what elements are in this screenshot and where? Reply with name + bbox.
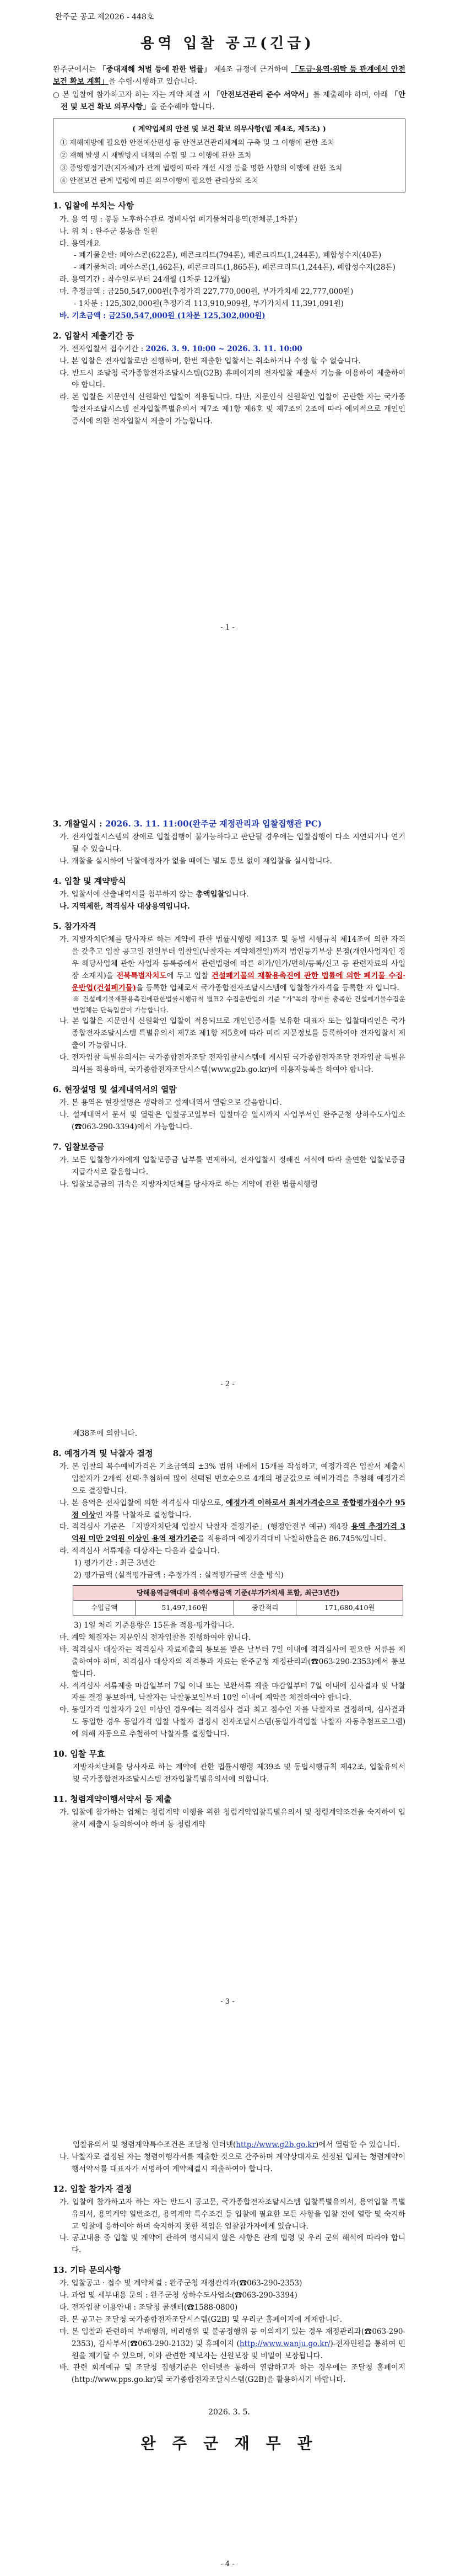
page-4-body — [53, 2139, 405, 2456]
section-7-item: 가. 모든 입찰참가자에게 입찰보증금 납부를 면제하되, 전자입찰시 정해진 서식에 따라 출연한 입찰보증금 지급각서로 갈음합니다. — [59, 1155, 405, 1177]
wanju-link[interactable]: http://www.wanju.go.kr/ — [239, 2339, 331, 2348]
notice-date: 2026. 3. 5. — [208, 2408, 250, 2417]
section-8-item: 바. 적격심사 대상자는 적격심사 자료제출의 통보를 받은 날부터 7일 이내에 적격심사에 필요한 서류를 제출하여야 하며, 적격심사 대상자의 적격통과 자료는 완주군청 재정관리과(☎063-290-2353)에서 통보합니다. — [59, 1645, 405, 1678]
section-4-item: 나. 지역제한, 적격심사 대상용역입니다. — [59, 902, 190, 911]
intro-paragraph: 완주군에서는 「중대재해 처벌 등에 관한 법률」 제4조 규정에 근거하여 「도급·용역·위탁 등 관계에서 안전보건 확보 계획」을 수립·시행하고 있습니다. — [53, 65, 405, 86]
section-13-title: 13. 기타 문의사항 — [53, 2265, 121, 2276]
contact-item: 마. 본 입찰과 관련하여 부패행위, 비리행위 및 불공정행위 등 이의제기 있는 경우 재정관리과(☎063-290-2353), 감사부서(☎063-290-2132) 및 휴폐이지 (http://www.wanju.go.kr/)-전자민원을 통하여 민원을 제기할 수 있으며, 이와 관련한 제보자는 신원보장 및 비밀이 보장됩니다. — [59, 2327, 406, 2360]
section-12-item: 가. 입찰에 참가하고자 하는 자는 반드시 공고문, 국가종합전자조달시스템 입찰특별유의서, 용역입찰 특별유의서, 용역계약 일반조건, 용역계약 특수조건 등 입찰에 필요한 모든 사항을 입찰 전에 열람 및 숙지하고 입찰에 응하여야 하며 숙지하지 못한 책임은 입찰참가자에게 있습니다. — [59, 2197, 405, 2231]
section-8-item: 사. 적격심사 서류제출 마감일부터 7일 이내 또는 보완서류 제출 마감일부터 7일 이내에 심사결과 및 낙찰자를 결정 통보하며, 낙찰자는 낙찰통보일부터 10일 이내에 계약을 체결하여야 합니다. — [59, 1681, 405, 1703]
contact-item: 다. 전자입찰 이용안내 : 조달청 콜센터(☎1588-0800) — [59, 2303, 238, 2312]
section-7-continued: 제38조에 의합니다. — [73, 1429, 138, 1438]
section-3-item: 나. 개찰을 실시하여 낙찰예정자가 없을 때에는 별도 통보 없이 재입찰을 실시합니다. — [59, 857, 332, 866]
section-3-title: 3. 개찰일시 : 2026. 3. 11. 11:00(완주군 재정관리과 입찰집행관 PC) — [53, 819, 322, 829]
section-2-title: 2. 입찰서 제출기간 등 — [53, 330, 134, 341]
page-2-body — [53, 811, 405, 1190]
document-id: 완주군 공고 제2026 - 448호 — [55, 13, 154, 22]
section-1-item: 마. 추정금액 : 금250,547,000원(추정가격 227,770,000원, 부가가치세 22,777,000원) — [59, 287, 354, 296]
page-title: 용역 입찰 공고(긴급) — [140, 35, 315, 52]
section-12-item: 나. 공고내용 중 입찰 및 계약에 관하여 명시되지 않은 사항은 관계 법령 및 우리 군의 해석에 따라야 합니다. — [59, 2234, 405, 2255]
page-1 — [0, 0, 455, 640]
g2b-link[interactable]: http://www.g2b.go.kr — [236, 2140, 316, 2149]
section-1-subitem: - 폐기물운반: 폐아스콘(622톤), 폐콘크리트(794톤), 폐콘크리트(1,244톤), 폐합성수지(40톤) — [74, 251, 382, 260]
page-number: - 2 - — [220, 1380, 235, 1388]
section-6-title: 6. 현장설명 및 설계내역서의 열람 — [53, 1084, 177, 1094]
page-3 — [0, 1428, 455, 2012]
section-1-item: 다. 용역개요 — [59, 239, 100, 248]
section-11-item: 나. 낙찰자로 결정된 자는 청렴이행각서를 제출한 것으로 간주하며 계약상대자로 선정된 업체는 청렴계약이행서약서를 대표자가 서명하여 계약체결시 제출하여야 합니다. — [59, 2152, 405, 2174]
obligation-item: ③ 중앙행정기관(지자체)가 관계 법령에 따라 개선 시정 등을 명한 사항의 이행에 관한 조치 — [60, 164, 343, 173]
contact-item: 라. 본 공고는 조달청 국가종합전자조달시스템(G2B) 및 우리군 홈페이지에 게재합니다. — [59, 2315, 343, 2325]
table-cell: 51,497,160원 — [136, 1601, 234, 1616]
section-1-item: 라. 용역기간 : 착수일로부터 24개월 (1차분 12개월) — [59, 275, 230, 285]
section-12-title: 12. 입찰 참가자 결정 — [53, 2183, 132, 2194]
signature: 완 주 군 재 무 관 — [140, 2434, 318, 2452]
section-2-item: 나. 본 입찰은 전자입찰로만 진행하며, 한번 제출한 입찰서는 취소하거나 수정 할 수 없습니다. — [59, 356, 361, 366]
section-11-item: 가. 입찰에 참가하는 업체는 청렴계약 이행을 위한 청렴계약입찰특별유의서 및 청렴계약조건을 숙지하여 입찰서 제출시 동의하여야 하며 동 청렴계약 — [59, 1808, 405, 1829]
section-4-title: 4. 입찰 및 계약방식 — [53, 876, 126, 886]
table-cell: 중간적리 — [234, 1601, 296, 1616]
section-8-title: 8. 예정가격 및 낙찰자 결정 — [53, 1448, 153, 1458]
section-1-subitem: - 1차분 : 125,302,000원(추정가격 113,910,909원, 부가가치세 11,391,091원) — [74, 299, 344, 308]
section-8-item: 마. 계약 체결자는 지문인식 전자입찰을 진행하여야 합니다. — [59, 1633, 251, 1643]
section-2-item: 다. 반드시 조달청 국가종합전자조달시스템(G2B) 휴폐이지의 전자입찰 제출서 기능을 이용하여 제출하여야 합니다. — [59, 368, 405, 390]
table-cell: 수입금액 — [73, 1601, 136, 1616]
obligation-item: ④ 안전보건 관계 법령에 따른 의무이행에 필요한 관리상의 조치 — [60, 176, 259, 185]
page-3-body — [53, 1428, 405, 1831]
intro-notice: ○ 본 입찰에 참가하고자 하는 자는 계약 체결 시 「안전보건관리 준수 서약서」를 제출해야 하며, 아래 「안전 및 보건 확보 의무사항」을 준수해야 합니다. — [53, 90, 406, 111]
obligation-item: ② 재해 발생 시 재발방지 대책의 수립 및 그 이행에 관한 조치 — [60, 152, 252, 160]
section-8-item: 다. 적격심사 기준은 「지방자치단체 입찰시 낙찰자 결정기준」(행정안전부 예규) 제4장 용역 추정가격 3억원 미만 2억원 이상인 용역 평가기준을 적용하며 예정가격대비 낙찰하한율은 86.745%입니다. — [59, 1522, 406, 1544]
table-cell: 171,680,410원 — [296, 1601, 403, 1616]
section-7-title: 7. 입찰보증금 — [53, 1141, 105, 1152]
section-2-item: 라. 본 입찰은 지문인식 신원확인 입찰이 적용됩니다. 다만, 지문인식 신원확인 입찰이 곤란한 자는 국가종합전자조달시스템 전자입찰특별유의서 제7조 제1항 제6호 및 제7조의 2조에 따라 예외적으로 개인인증서에 의한 전자입찰서 제출이 가능합니다. — [59, 393, 405, 426]
submission-period: 가. 전자입찰서 접수기간 : 2026. 3. 9. 10:00 ~ 2026. 3. 11. 10:00 — [59, 344, 302, 353]
obligation-item: ① 재해예방에 필요한 안전예산편성 등 안전보건관리체계의 구축 및 그 이행에 관한 조치 — [60, 139, 334, 148]
contact-item: 나. 과업 및 세부내용 문의 : 완주군청 상하수도사업소(☎063-290-3394) — [59, 2291, 297, 2300]
page-number: - 4 - — [220, 2560, 235, 2568]
page-2 — [0, 811, 455, 1395]
section-8-subitem: 3) 1일 처리 기준용량은 15톤을 적용·평가합니다. — [74, 1621, 235, 1630]
section-8-subitem: 2) 평가금액 (실적평가금액 : 추정가격 : 실적평가금액 산출 방식) — [74, 1570, 284, 1580]
qualification-item: 가. 지방자치단체를 당사자로 하는 계약에 관한 법률시행령 제13조 및 동법 시행규칙 제14조에 의한 자격을 갖추고 입찰 공고일 전일부터 입찰일(낙찰자는 계약체결일)까지 법인등기부상 본점(개인사업자인 경우 해당사업체 관한 사업자 등록증에서 관련법령에 따른 허가/인가/면허/등록/신고 등 관련자료의 사업장 소재지)을 전북특별자치도에 두고 입찰 건설폐기물의 재활용촉진에 관한 법률에 의한 폐기물 수집·운반업(건설폐기물)을 등록한 업체로서 국가종합전자조달시스템에 입찰참가자격을 등록한 자 입니다. — [59, 935, 405, 992]
section-8-item: 아. 동일가격 입찰자가 2인 이상인 경우에는 적격심사 결과 최고 점수인 자를 낙찰자로 결정하며, 심사결과도 동일한 경우 동일가격 입찰 낙찰자 결정시 전자조달시스템(동일가격입찰 낙찰자 자동추첨프로그램)에 의해 자동으로 추첨하여 낙찰자를 결정합니다. — [59, 1705, 405, 1738]
page-number: - 1 - — [220, 624, 235, 632]
base-amount: 바. 기초금액 : 금250,547,000원 (1차분 125,302,000원) — [59, 311, 266, 320]
section-1-item: 가. 용 역 명 : 봉동 노후하수관로 정비사업 폐기물처리용역(전체분,1차분) — [59, 214, 297, 224]
page-1-body — [53, 64, 405, 428]
section-1-subitem: - 폐기물처리: 폐아스콘(1,462톤), 폐콘크리트(1,865톤), 폐콘크리트(1,244톤), 폐합성수지(28톤) — [74, 263, 396, 272]
section-6-item: 가. 본 용역은 현장설명은 생략하고 설계내역서 열람으로 갈음합니다. — [59, 1098, 282, 1107]
section-7-item: 나. 입찰보증금의 귀속은 지방자치단체를 당사자로 하는 계약에 관한 법률시행령 — [59, 1179, 318, 1189]
qualification-item: 나. 본 입찰은 지문인식 신원확인 입찰이 적용되므로 개인인증서를 보유한 대표자 또는 입찰대리인은 국가종합전자조달시스템 특별유의서 제7조 제1항 제5호에 따라 미리 지문정보를 등록하여야 전자입찰서 제출이 가능합니다. — [59, 1017, 405, 1050]
section-1-title: 1. 입찰에 부치는 사항 — [53, 201, 134, 211]
page-number: - 3 - — [220, 1998, 235, 2006]
qualification-note: ※ 건설폐기물재활용촉진에관한법률시행규칙 별표2 수집운반업의 기준 "가"목의 장비를 충족한 건설폐기물수집운반업체는 단독입찰이 가능합니다. — [73, 995, 405, 1014]
qualification-item: 다. 전자입찰 특별유의서는 국가종합전자조달 전자입찰시스템에 게시된 국가종합전자조달 전자입찰 특별유의서를 적용하며, 국가종합전자조달시스템(www.g2b.go.kr)에 이용자등록을 하여야 합니다. — [59, 1053, 405, 1074]
section-10-title: 10. 입찰 무효 — [53, 1748, 105, 1759]
section-8-item: 라. 적격심사 서류제출 대상자는 다음과 같습니다. — [59, 1547, 220, 1556]
section-11-title: 11. 청렴계약이행서약서 등 제출 — [53, 1794, 172, 1804]
section-8-subitem: 1) 평가기간 : 최근 3년간 — [74, 1559, 156, 1568]
obligations-box — [53, 119, 405, 192]
section-10-text: 지방자치단체를 당사자로 하는 계약에 관한 법률시행령 제39조 및 동법시행규칙 제42조, 입찰유의서 및 국가종합전자조달시스템 전자입찰특별유의서에 의합니다. — [73, 1763, 405, 1784]
section-5-title: 5. 참가자격 — [53, 921, 96, 931]
page-4 — [0, 2139, 455, 2576]
contact-item: 바. 관련 회계예규 및 조달청 집행기준은 인터넷을 통하여 열람하고자 하는 경우에는 조달청 홈페이지(http://www.pps.go.kr)및 국가종합전자조달시스템(G2B)을 활용하시기 바랍니다. — [59, 2363, 405, 2385]
section-8-item: 나. 본 용역은 전자입찰에 의한 적격심사 대상으로, 예정가격 이하로서 최저가격순으로 종합평가점수가 95점 이상인 자를 낙찰자로 결정합니다. — [59, 1498, 405, 1520]
section-6-item: 나. 설계내역서 문서 및 열람은 입찰공고일부터 입찰마감 일시까지 사업부서인 완주군청 상하수도사업소(☎063-290-3394)에서 가능합니다. — [59, 1110, 405, 1131]
contact-item: 가. 입찰공고 · 접수 및 계약체결 : 완주군청 재정관리과(☎063-290-2353) — [59, 2279, 302, 2288]
section-11-continued: 입찰유의서 및 청렴계약특수조건은 조달청 인터넷(http://www.g2b.go.kr)에서 열람할 수 있습니다. — [73, 2140, 400, 2149]
section-1-item: 나. 위 치 : 완주군 봉동읍 일원 — [59, 227, 158, 236]
obligations-box-title: ( 계약업체의 안전 및 보건 확보 의무사항(법 제4조, 제5조) ) — [132, 125, 326, 134]
performance-table — [73, 1585, 403, 1616]
section-3-item: 가. 전자입찰시스템의 장애로 입찰집행이 불가능하다고 판단될 경우에는 입찰집행이 다소 지연되거나 연기될 수 있습니다. — [59, 833, 405, 854]
section-8-item: 가. 본 입찰의 복수예비가격은 기초금액의 ±3% 범위 내에서 15개를 작성하고, 예정가격은 입찰서 제출시 입찰자가 2개씩 선택·추첨하여 많이 선택된 번호순으로 4개의 평균값으로 예비가격을 추첨해 예정가격으로 결정합니다. — [59, 1462, 405, 1495]
section-4-item: 가. 입찰서에 산출내역서를 첨부하지 않는 총액입찰입니다. — [59, 890, 249, 899]
performance-table-caption: 당해용역금액대비 용역수행금액 기준(부가가치세 포함, 최근3년간) — [73, 1585, 403, 1600]
